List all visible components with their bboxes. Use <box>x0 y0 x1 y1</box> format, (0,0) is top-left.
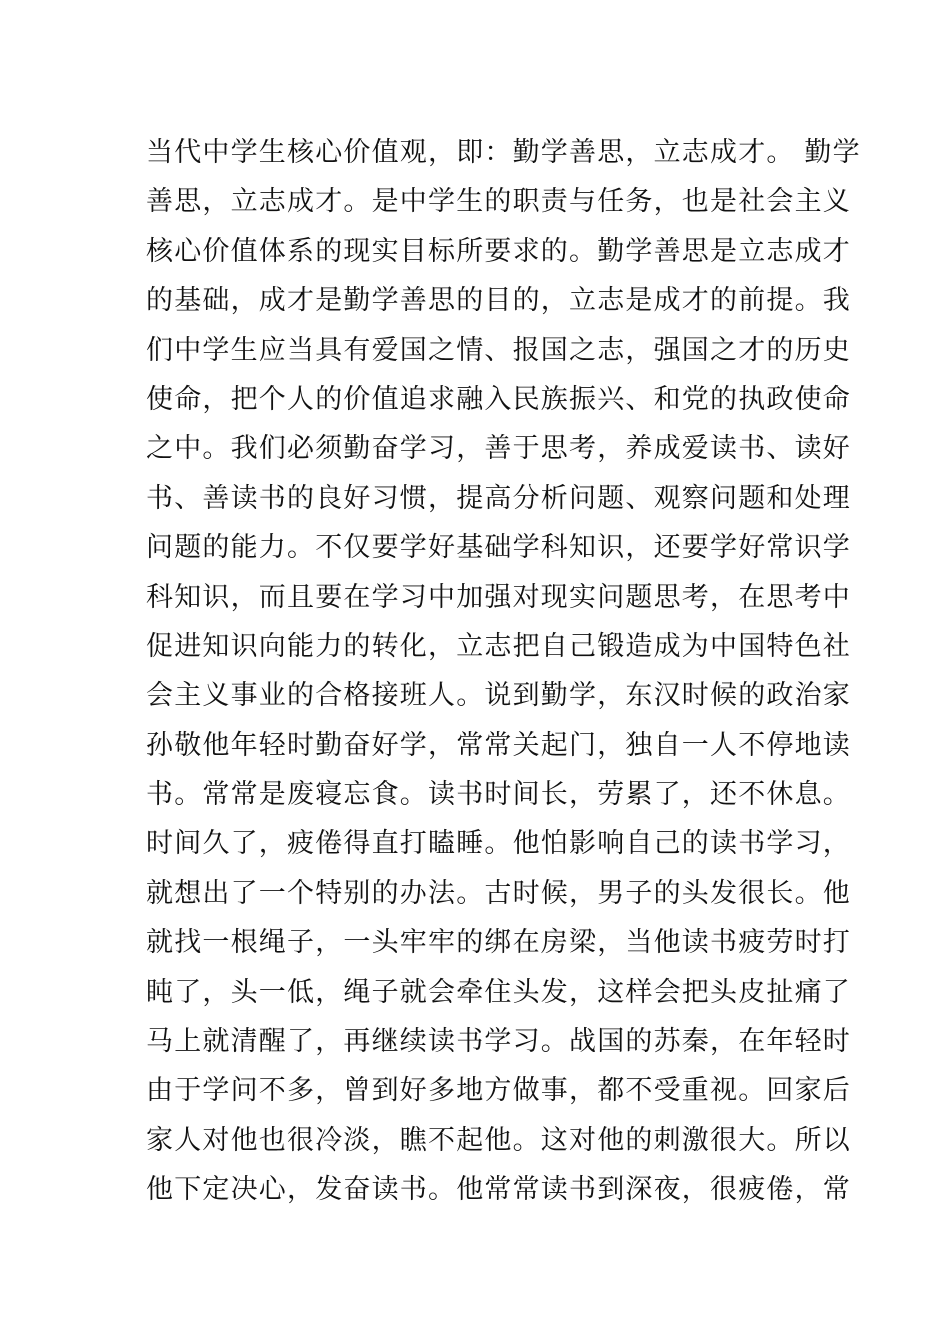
text-line-7: 之中。我们必须勤奋学习，善于思考，养成爱读书、读好 <box>146 433 851 465</box>
text-line-3: 核心价值体系的现实目标所要求的。勤学善思是立志成才 <box>146 235 851 267</box>
text-line-12: 会主义事业的合格接班人。说到勤学，东汉时候的政治家 <box>146 680 851 712</box>
text-line-20: 由于学问不多，曾到好多地方做事，都不受重视。回家后 <box>146 1075 851 1107</box>
body-text <box>146 128 861 1215</box>
text-line-17: 就找一根绳子，一头牢牢的绑在房梁，当他读书疲劳时打 <box>146 927 851 959</box>
text-line-9: 问题的能力。不仅要学好基础学科知识，还要学好常识学 <box>146 532 851 564</box>
text-line-13: 孙敬他年轻时勤奋好学，常常关起门，独自一人不停地读 <box>146 729 851 761</box>
text-line-16: 就想出了一个特别的办法。古时候，男子的头发很长。他 <box>146 877 851 909</box>
text-line-22: 他下定决心，发奋读书。他常常读书到深夜，很疲倦，常 <box>146 1174 851 1206</box>
text-line-1: 当代中学生核心价值观，即：勤学善思，立志成才。 勤学 <box>146 137 861 168</box>
text-line-11: 促进知识向能力的转化，立志把自己锻造成为中国特色社 <box>146 630 851 662</box>
text-line-8: 书、善读书的良好习惯，提高分析问题、观察问题和处理 <box>146 482 851 514</box>
text-line-14: 书。常常是废寝忘食。读书时间长，劳累了，还不休息。 <box>146 779 851 811</box>
text-line-19: 马上就清醒了，再继续读书学习。战国的苏秦，在年轻时 <box>146 1026 851 1058</box>
text-line-6: 使命，把个人的价值追求融入民族振兴、和党的执政使命 <box>146 383 851 415</box>
text-line-10: 科知识，而且要在学习中加强对现实问题思考，在思考中 <box>146 581 851 613</box>
text-line-2: 善思，立志成才。是中学生的职责与任务，也是社会主义 <box>146 186 851 218</box>
text-line-21: 家人对他也很冷淡，瞧不起他。这对他的刺激很大。所以 <box>146 1124 851 1156</box>
text-line-5: 们中学生应当具有爱国之情、报国之志，强国之才的历史 <box>146 334 851 366</box>
text-line-15: 时间久了，疲倦得直打瞌睡。他怕影响自己的读书学习， <box>146 828 851 860</box>
text-line-18: 盹了，头一低，绳子就会牵住头发，这样会把头皮扯痛了 <box>146 976 851 1008</box>
text-line-4: 的基础，成才是勤学善思的目的，立志是成才的前提。我 <box>146 285 851 317</box>
